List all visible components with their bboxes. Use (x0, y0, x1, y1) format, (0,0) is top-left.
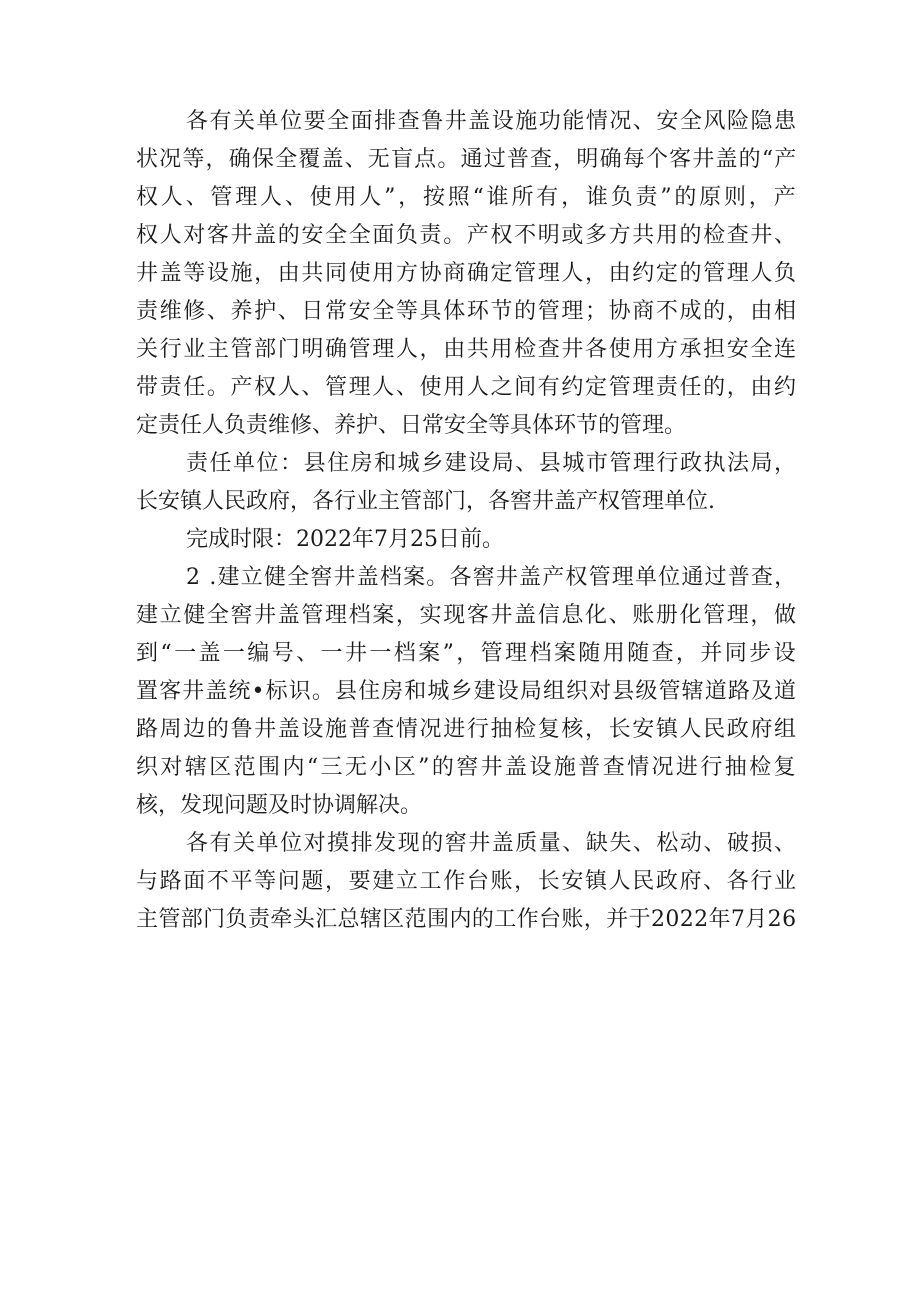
paragraph-responsible-units (136, 445, 796, 521)
text-line: 责维修、养护、日常安全等具体环节的管理；协商不成的，由相 (136, 299, 798, 324)
paragraph-ledger (136, 825, 796, 939)
text-line: 长安镇人民政府，各行业主管部门，各窖井盖产权管理单位. (136, 489, 715, 514)
paragraph-deadline (136, 521, 796, 559)
text-line: 责任单位：县住房和城乡建设局、县城市管理行政执法局， (186, 451, 798, 476)
paragraph-inspection (136, 103, 799, 445)
text-line: 带责任。产权人、管理人、使用人之间有约定管理责任的，由约 (136, 375, 798, 400)
text-line: 建立健全窖井盖管理档案，实现客井盖信息化、账册化管理，做 (136, 603, 798, 628)
text-line: 各有关单位要全面排查鲁井盖设施功能情况、安全风险隐患 (186, 109, 798, 134)
text-line: 关行业主管部门明确管理人，由共用检查井各使用方承担安全连 (136, 337, 798, 362)
text-line: 核，发现问题及时协调解决。 (136, 793, 423, 818)
text-line: 定责任人负责维修、养护、日常安全等具体环节的管理。 (136, 413, 687, 438)
text-line: 路周边的鲁井盖设施普查情况进行抽检复核，长安镇人民政府组 (136, 717, 798, 742)
text-line: 各有关单位对摸排发现的窖井盖质量、缺失、松动、破损、 (186, 831, 798, 856)
text-line: 权人、管理人、使用人”，按照“谁所有，谁负责”的原则，产 (136, 185, 799, 210)
text-line: 织对辖区范围内“三无小区”的窖井盖设施普查情况进行抽检复 (136, 755, 798, 780)
text-line: 完成时限：2022年7月25日前。 (186, 527, 504, 552)
text-line: 主管部门负责牵头汇总辖区范围内的工作台账，并于2022年7月26 (136, 907, 797, 932)
text-line: 状况等，确保全覆盖、无盲点。通过普查，明确每个客井盖的“产 (136, 147, 798, 172)
text-line: 到“一盖一编号、一井一档案”，管理档案随用随查，并同步设 (136, 641, 798, 666)
paragraph-archives (136, 559, 796, 825)
text-line: 置客井盖统•标识。县住房和城乡建设局组织对县级管辖道路及道 (136, 679, 798, 704)
document-body (136, 103, 799, 939)
text-line: 2 .建立健全窖井盖档案。各窖井盖产权管理单位通过普查， (186, 565, 798, 590)
text-line: 权人对客井盖的安全全面负责。产权不明或多方共用的检查井、 (136, 223, 798, 248)
text-line: 井盖等设施，由共同使用方协商确定管理人，由约定的管理人负 (136, 261, 798, 286)
text-line: 与路面不平等问题，要建立工作台账，长安镇人民政府、各行业 (136, 869, 798, 894)
